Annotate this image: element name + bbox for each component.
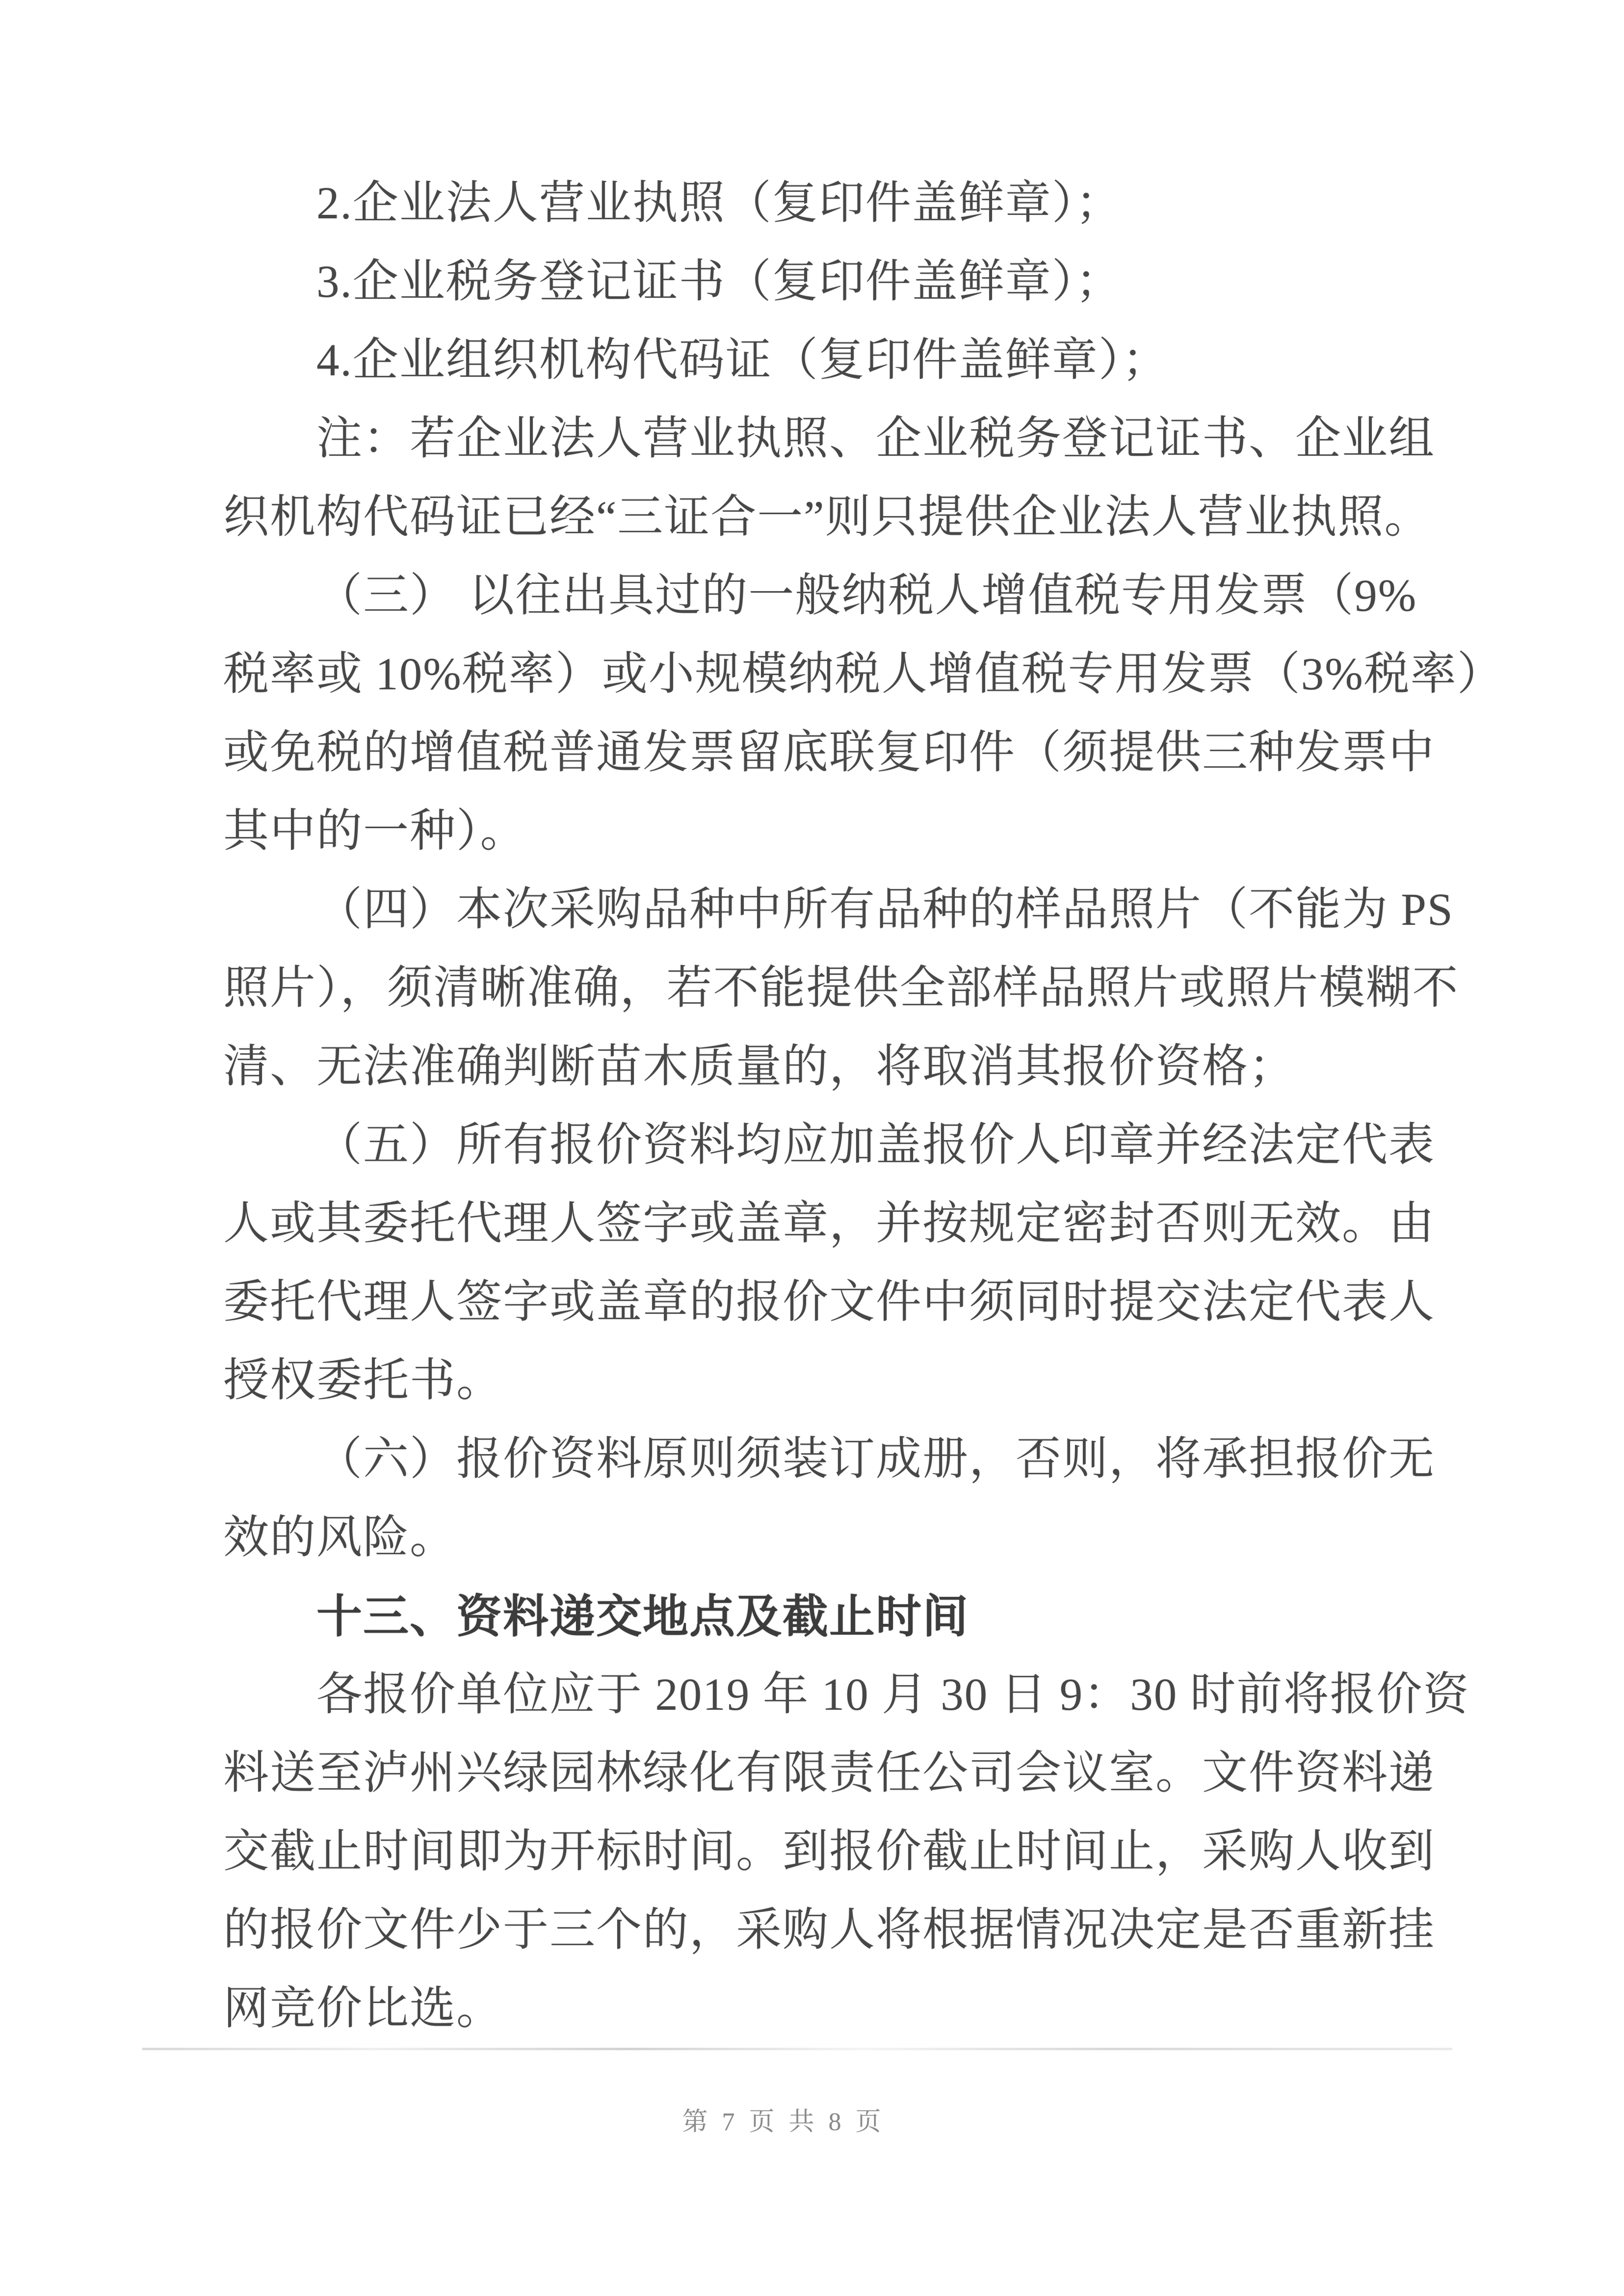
para-six-line-1: （六）报价资料原则须装订成册，否则，将承担报价无 <box>316 1434 1435 1485</box>
para-four-line-3: 清、无法准确判断苗木质量的，将取消其报价资格； <box>223 1042 1295 1092</box>
para-deadline-line-4: 的报价文件少于三个的，采购人将根据情况决定是否重新挂 <box>223 1905 1435 1956</box>
para-deadline-line-1: 各报价单位应于 2019 年 10 月 30 日 9：30 时前将报价资 <box>316 1670 1470 1720</box>
para-deadline-line-3: 交截止时间即为开标时间。到报价截止时间止，采购人收到 <box>223 1826 1435 1877</box>
document-text-block <box>223 164 1504 2048</box>
para-deadline-line-5: 网竞价比选。 <box>223 1983 503 2034</box>
list-item-2: 2.企业法人营业执照（复印件盖鲜章）； <box>316 178 1123 229</box>
para-four-line-1: （四）本次采购品种中所有品种的样品照片（不能为 PS <box>316 885 1454 935</box>
page-number-footer: 第 7 页 共 8 页 <box>682 2108 885 2136</box>
list-item-4: 4.企业组织机构代码证（复印件盖鲜章）； <box>316 335 1169 386</box>
list-item-3: 3.企业税务登记证书（复印件盖鲜章）； <box>316 257 1123 307</box>
para-five-line-2: 人或其委托代理人签字或盖章，并按规定密封否则无效。由 <box>223 1199 1435 1249</box>
note-line-1: 注：若企业法人营业执照、企业税务登记证书、企业组 <box>316 414 1435 464</box>
para-five-line-4: 授权委托书。 <box>223 1356 503 1406</box>
scan-artifact-line <box>142 2048 1452 2050</box>
para-three-line-2: 税率或 10%税率）或小规模纳税人增值税专用发票（3%税率） <box>223 649 1504 700</box>
para-three-line-3: 或免税的增值税普通发票留底联复印件（须提供三种发票中 <box>223 728 1435 778</box>
note-line-2: 织机构代码证已经“三证合一”则只提供企业法人营业执照。 <box>223 492 1431 543</box>
para-five-line-1: （五）所有报价资料均应加盖报价人印章并经法定代表 <box>316 1120 1435 1171</box>
para-three-line-1: （三） 以往出具过的一般纳税人增值税专用发票（9% <box>316 571 1417 621</box>
para-five-line-3: 委托代理人签字或盖章的报价文件中须同时提交法定代表人 <box>223 1277 1435 1328</box>
section-13-heading: 十三、资料递交地点及截止时间 <box>316 1591 969 1642</box>
para-deadline-line-2: 料送至泸州兴绿园林绿化有限责任公司会议室。文件资料递 <box>223 1748 1435 1799</box>
para-three-line-4: 其中的一种）。 <box>223 806 527 857</box>
para-four-line-2: 照片），须清晰准确，若不能提供全部样品照片或照片模糊不 <box>223 963 1459 1014</box>
para-six-line-2: 效的风险。 <box>223 1513 456 1563</box>
